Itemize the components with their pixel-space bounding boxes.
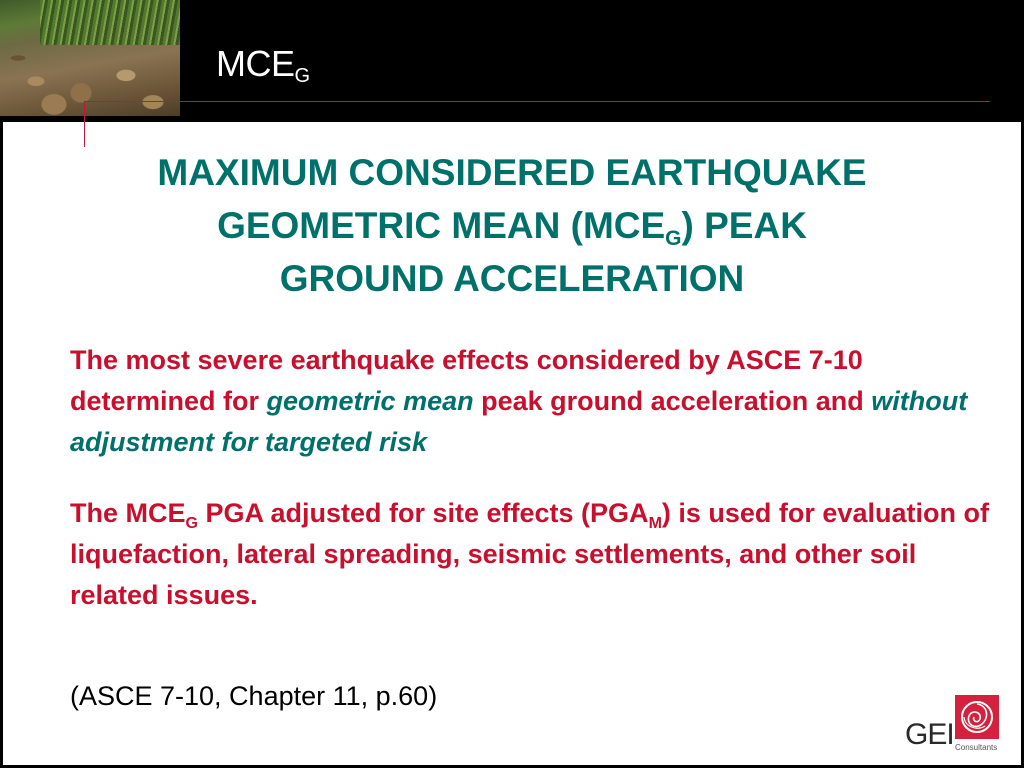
title-line-3: GROUND ACCELERATION — [279, 258, 745, 299]
logo-subtext: Consultants — [955, 743, 998, 752]
definition-paragraph: The most severe earthquake effects considered by ASCE 7-10 determined for geometric mean peak ground acceleration and without adjustment for targeted risk — [70, 345, 968, 457]
header-divider — [84, 101, 990, 102]
slide-header-title: $MCE_G$ — [216, 43, 310, 87]
header-photo — [0, 0, 180, 116]
title-line-2: GEOMETRIC MEAN $(MCE_G)$ PEAK — [217, 205, 807, 250]
header-tick-line — [84, 101, 85, 147]
citation: (ASCE 7-10, Chapter 11, p.60) — [70, 681, 438, 711]
grass-photo-detail — [40, 0, 180, 45]
logo-text: GEI — [905, 718, 954, 751]
gei-logo — [905, 695, 1010, 757]
slide-title — [0, 146, 1024, 305]
usage-paragraph: The $MCE_G$ PGA adjusted for site effects $(PGA_M)$ is used for evaluation of liquefaction, lateral spreading, seismic settlements, and other soil related issues. — [70, 498, 989, 610]
title-line-1: MAXIMUM CONSIDERED EARTHQUAKE — [157, 152, 867, 193]
spiral-logo-icon — [955, 695, 999, 739]
